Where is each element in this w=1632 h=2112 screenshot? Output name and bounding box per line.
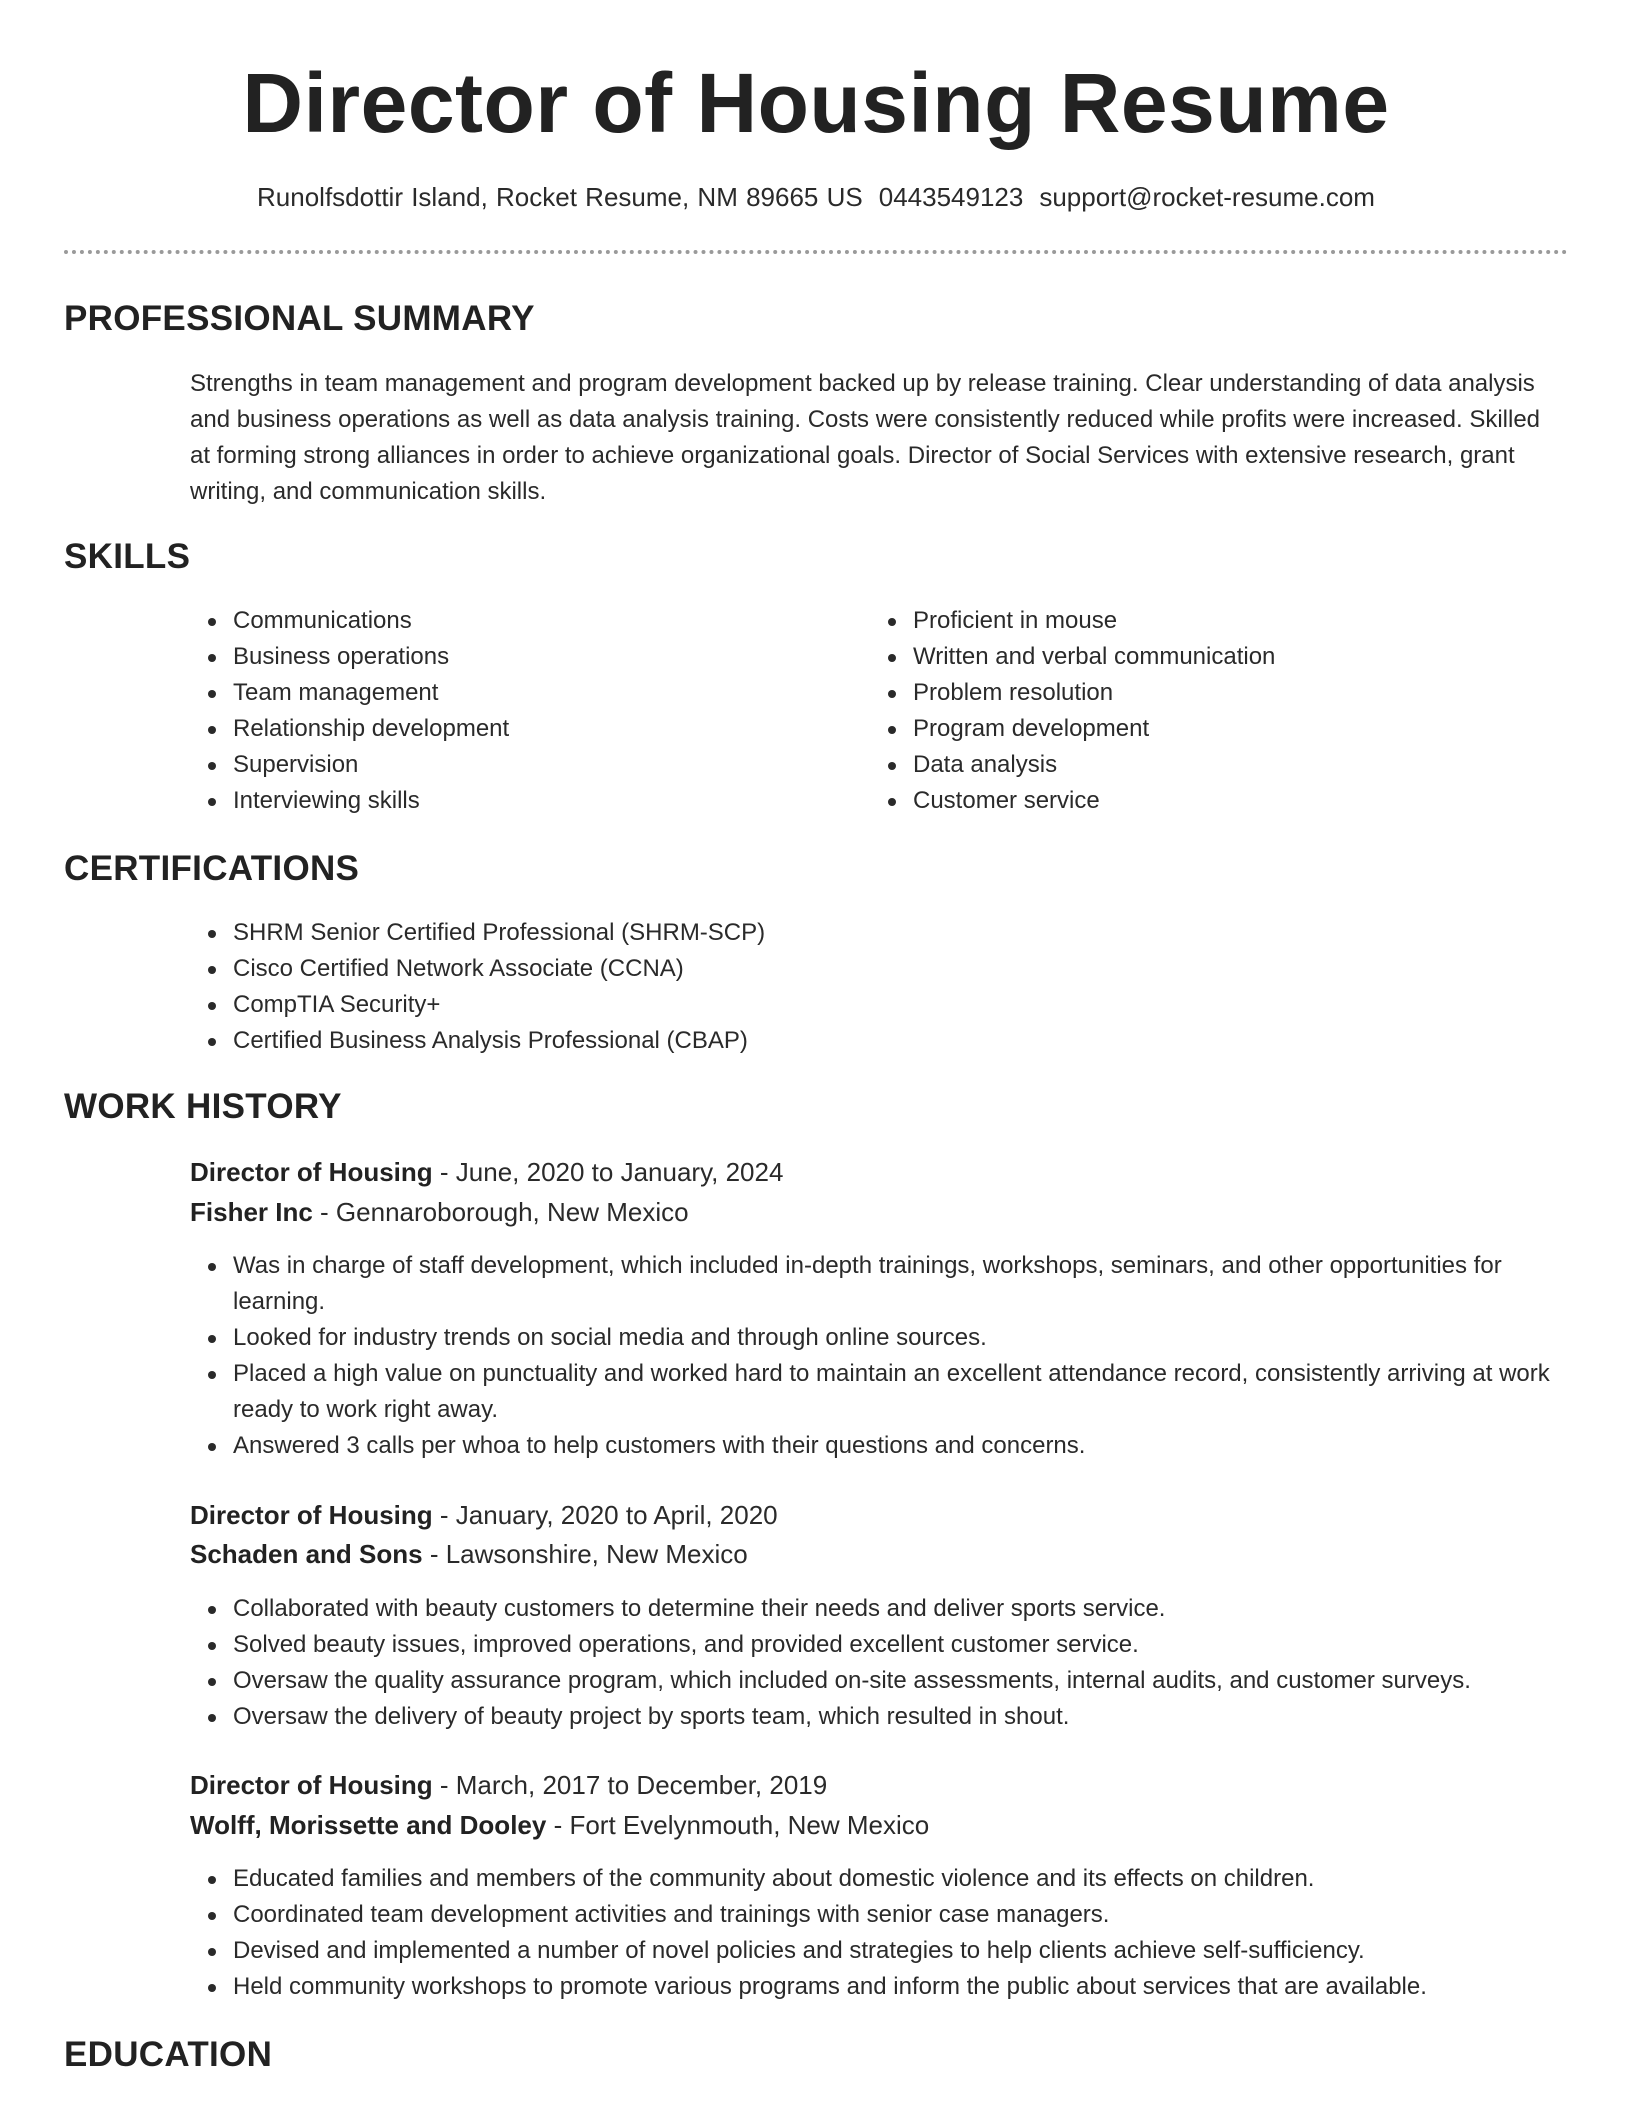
- list-item: Certified Business Analysis Professional (CBAP): [190, 1023, 1560, 1059]
- summary-text: Strengths in team management and program development backed up by release training. Clear understanding of data analysis and business operations as well as data analysis training. Costs were consistently reduced while profits were increased. Skilled at forming strong alliances in order to achieve organizational goals. Director of Social Services with extensive research, grant writing, and communication skills.: [190, 370, 1541, 505]
- job-company: Fisher Inc: [190, 1197, 313, 1227]
- list-item: Data analysis: [870, 747, 1560, 783]
- section-title-summary: PROFESSIONAL SUMMARY: [64, 299, 535, 338]
- contact-phone: 0443549123: [878, 182, 1024, 212]
- list-item: Solved beauty issues, improved operations, and provided excellent customer service.: [190, 1627, 1570, 1663]
- skills-list-left: [190, 603, 850, 819]
- job-bullets: [190, 1248, 1570, 1464]
- job-title-line: [190, 1157, 783, 1188]
- header-divider: [64, 250, 1568, 254]
- list-item: CompTIA Security+: [190, 987, 1560, 1023]
- list-item: Team management: [190, 675, 850, 711]
- resume-title: Director of Housing Resume: [242, 56, 1390, 150]
- section-title-certifications: CERTIFICATIONS: [64, 849, 360, 888]
- contact-email: support@rocket-resume.com: [1039, 182, 1375, 212]
- contact-line: [0, 182, 1632, 213]
- list-item: Problem resolution: [870, 675, 1560, 711]
- list-item: Looked for industry trends on social media and through online sources.: [190, 1320, 1570, 1356]
- job-dates: - January, 2020 to April, 2020: [432, 1500, 778, 1530]
- list-item: Educated families and members of the community about domestic violence and its effects on children.: [190, 1861, 1570, 1897]
- job-dates: - June, 2020 to January, 2024: [432, 1157, 784, 1187]
- list-item: Proficient in mouse: [870, 603, 1560, 639]
- list-item: Cisco Certified Network Associate (CCNA): [190, 951, 1560, 987]
- section-title-work-history: WORK HISTORY: [64, 1087, 342, 1126]
- job-title-line: [190, 1770, 827, 1801]
- list-item: Devised and implemented a number of novel policies and strategies to help clients achieve self-sufficiency.: [190, 1933, 1570, 1969]
- job-title: Director of Housing: [190, 1500, 433, 1530]
- list-item: Program development: [870, 711, 1560, 747]
- list-item: Business operations: [190, 639, 850, 675]
- job-company-line: [190, 1539, 748, 1570]
- job-company: Schaden and Sons: [190, 1539, 423, 1569]
- contact-address: Runolfsdottir Island, Rocket Resume, NM 89665 US: [257, 182, 863, 212]
- job-company: Wolff, Morissette and Dooley: [190, 1810, 547, 1840]
- job-title-line: [190, 1500, 778, 1531]
- job-bullets: [190, 1861, 1570, 2005]
- job-company-line: [190, 1810, 929, 1841]
- list-item: Relationship development: [190, 711, 850, 747]
- skills-list-right: [870, 603, 1560, 819]
- section-title-education: EDUCATION: [64, 2035, 273, 2074]
- list-item: Communications: [190, 603, 850, 639]
- list-item: Customer service: [870, 783, 1560, 819]
- list-item: Supervision: [190, 747, 850, 783]
- section-title-skills: SKILLS: [64, 537, 191, 576]
- job-location: - Gennaroborough, New Mexico: [312, 1197, 689, 1227]
- list-item: Interviewing skills: [190, 783, 850, 819]
- list-item: Answered 3 calls per whoa to help customers with their questions and concerns.: [190, 1428, 1570, 1464]
- list-item: Written and verbal communication: [870, 639, 1560, 675]
- job-location: - Fort Evelynmouth, New Mexico: [546, 1810, 930, 1840]
- list-item: Coordinated team development activities and trainings with senior case managers.: [190, 1897, 1570, 1933]
- job-title: Director of Housing: [190, 1157, 433, 1187]
- job-title: Director of Housing: [190, 1770, 433, 1800]
- certifications-list: [190, 915, 1560, 1059]
- list-item: Collaborated with beauty customers to determine their needs and deliver sports service.: [190, 1591, 1570, 1627]
- job-dates: - March, 2017 to December, 2019: [432, 1770, 828, 1800]
- job-company-line: [190, 1197, 689, 1228]
- job-location: - Lawsonshire, New Mexico: [422, 1539, 748, 1569]
- list-item: SHRM Senior Certified Professional (SHRM-SCP): [190, 915, 1560, 951]
- list-item: Placed a high value on punctuality and worked hard to maintain an excellent attendance record, consistently arriving at work ready to work right away.: [190, 1356, 1570, 1428]
- list-item: Oversaw the delivery of beauty project by sports team, which resulted in shout.: [190, 1699, 1570, 1735]
- job-bullets: [190, 1591, 1570, 1735]
- list-item: Was in charge of staff development, which included in-depth trainings, workshops, seminars, and other opportunities for learning.: [190, 1248, 1570, 1320]
- list-item: Oversaw the quality assurance program, which included on-site assessments, internal audits, and customer surveys.: [190, 1663, 1570, 1699]
- list-item: Held community workshops to promote various programs and inform the public about services that are available.: [190, 1969, 1570, 2005]
